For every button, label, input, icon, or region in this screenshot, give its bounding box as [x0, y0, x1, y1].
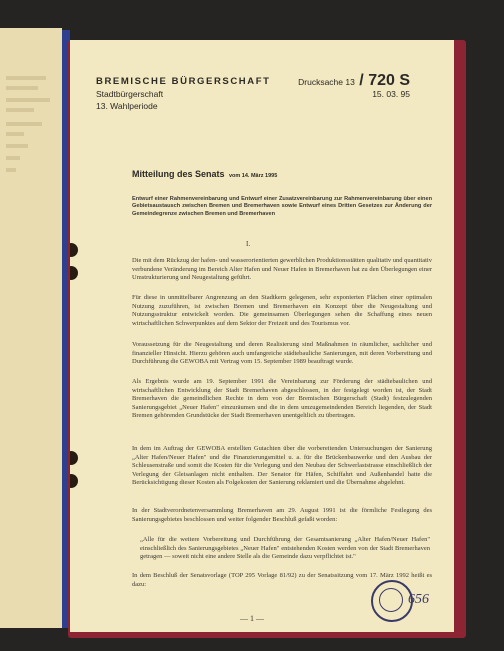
paragraph-4: Als Ergebnis wurde am 19. September 1991 die Vereinbarung zur Förderung der städtebaulichen und wirtschaftlichen Entwicklung der Stadt Bremerhaven abgeschlossen, in der festgelegt worden ist, der Stadt Bremerhaven die gemeindlichen Rechte in dem von der Bremischen Bürgerschaft (Stadt) festzulegenden Sanierungsgebiet „Neuer Hafen" einzuräumen und die in dem umzugemeindenden Bereich liegenden, der Stadt Bremen gehörenden Grundstücke der Stadt Bremerhaven unentgeltlich zu übertragen. [132, 378, 432, 420]
section-heading: I. [246, 240, 251, 248]
drucksache-value: 720 S [368, 72, 410, 89]
drucksache-label: Drucksache 13 [298, 77, 355, 87]
paragraph-3: Voraussetzung für die Neugestaltung und deren Realisierung sind Maßnahmen in räumlicher, sachlicher und finanzieller Hinsicht. Hierzu gehören auch umfangreiche städtebauliche Sanierungen, mit deren Vorbereitung und Durchführung die GEWOBA mit Vertrag vom 15. September 1989 beauftragt wurde. [132, 341, 432, 366]
library-stamp-inner-ring [379, 588, 403, 612]
paragraph-6: In der Stadtverordnetenversammlung Bremerhaven am 29. August 1991 ist die förmliche Festlegung des Sanierungsgebietes beschlossen und weiter folgender Beschluß gefaßt worden: [132, 507, 432, 523]
punch-hole [70, 474, 78, 488]
parliament-name: BREMISCHE BÜRGERSCHAFT [96, 76, 271, 87]
punch-hole [70, 266, 78, 280]
body-name: Stadtbürgerschaft [96, 89, 164, 99]
document-title [132, 164, 277, 182]
document-date: 15. 03. 95 [372, 89, 410, 99]
paragraph-5: In dem im Auftrag der GEWOBA erstellten Gutachten über die vorbereitenden Untersuchungen der Sanierung „Alter Hafen/Neuer Hafen" und die Finanzierungsmittel u. a. für die Brückenbauwerke und den Ausbau der Schleusenstraße und somit die Kosten für die Verlegung und den Neubau der Schwerlaststrasse einschließlich der Verlegung der Gleisanlagen nicht enthalten. Der Senator für Häfen, Schiffahrt und Außenhandel hatte die Berücksichtigung dieser Kosten als Folgekosten der Sanierung reklamiert und die Übernahme abgelehnt. [132, 445, 432, 487]
paragraph-2: Für diese in unmittelbarer Angrenzung an den Stadtkern gelegenen, sehr exponierten Flächen einer optimalen Nutzung zuzuführen, ist zwischen Bremen und Bremerhaven ein Konzept über die Neugestaltung und Nutzungsstruktur entwickelt worden. Die gemeinsamen Überlegungen sehen die Schaffung eines neuen wirtschaftlichen Schwerpunktes auf dem Sektor der Freizeit und des Tourismus vor. [132, 294, 432, 327]
handwritten-number: 656 [408, 592, 429, 607]
punch-hole [70, 451, 78, 465]
document-subject: Entwurf einer Rahmenvereinbarung und Entwurf einer Zusatzvereinbarung zur Rahmenvereinbarung über einen Gebietsaustausch zwischen Bremen und Bremerhaven sowie Entwurf eines Dritten Gesetzes zur Änderung der Gemeindegrenze zwischen Bremen und Bremerhaven [132, 196, 432, 217]
library-stamp [371, 580, 413, 622]
paragraph-1: Die mit dem Rückzug der hafen- und wasserorientierten gewerblichen Produktionsstätten qualitativ und quantitativ verbundene Veränderung im Bereich Alter Hafen und Neuer Hafen in Bremerhaven hat zu den Überlegungen einer Umstrukturierung und Neugestaltung geführt. [132, 257, 432, 282]
drucksache-separator: / [359, 72, 364, 89]
punch-hole [70, 243, 78, 257]
page-number: — 1 — [240, 614, 264, 623]
document-page [70, 40, 454, 632]
paragraph-7-quote: „Alle für die weitere Vorbereitung und Durchführung der Gesamtsanierung „Alter Hafen/Neuer Hafen" einschließlich des Sanierungsgebietes „Neuer Hafen" entstehenden Kosten werden von der Stadt Bremerhaven getragen — soweit nicht eine andere Stelle als die Gemeinde dazu verpflichtet ist." [140, 536, 430, 561]
paragraph-8: In dem Beschluß der Senatsvorlage (TOP 295 Vorlage 81/92) zu der Senatssitzung vom 17. März 1992 heißt es dazu: [132, 572, 432, 588]
adjacent-left-page [0, 28, 62, 628]
title-date: vom 14. März 1995 [228, 173, 278, 179]
election-period: 13. Wahlperiode [96, 101, 158, 111]
drucksache-number [298, 72, 410, 90]
title-main: Mitteilung des Senats [132, 169, 225, 179]
